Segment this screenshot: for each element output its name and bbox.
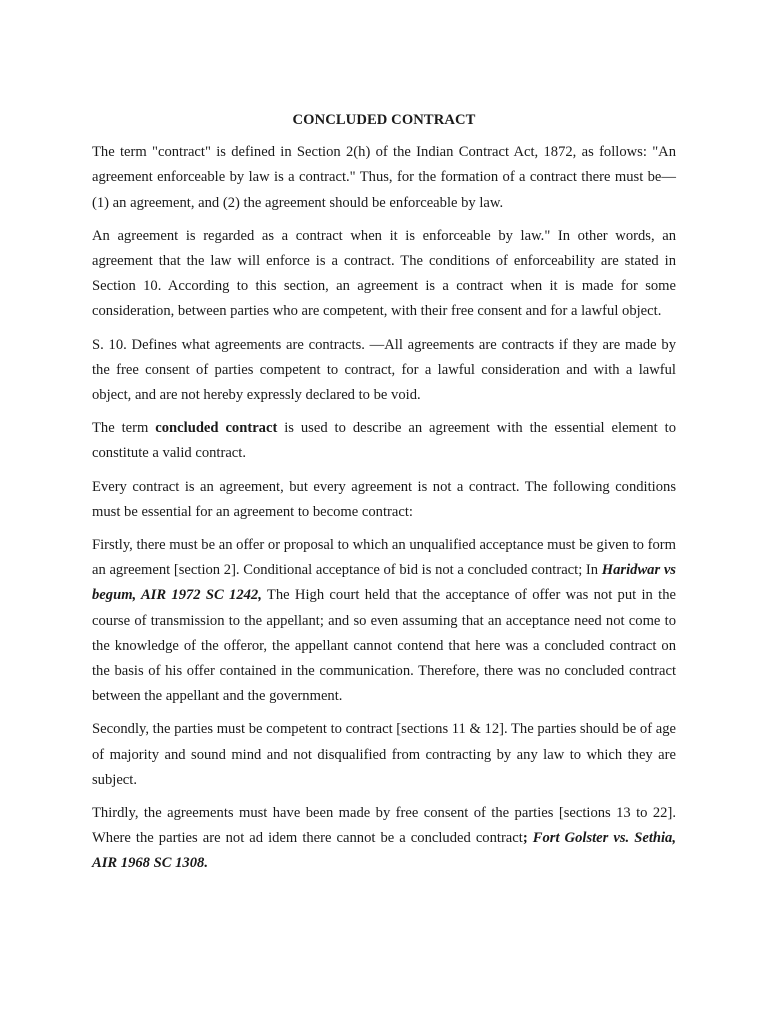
paragraph-enforceability: An agreement is regarded as a contract when it is enforceable by law." In other words, an agreement that the law will enforce is a contract. The conditions of enforceability are stated in Section 10. According to this section, an agreement is a contract when it is made for some consideration, between parties who are competent, with their free consent and for a lawful object. (92, 227, 676, 320)
paragraph-agreement-vs-contract: Every contract is an agreement, but every agreement is not a contract. The following conditions must be essential for an agreement to become contract: (92, 478, 676, 520)
p4-text-before: The term (92, 420, 156, 437)
document-page (92, 108, 676, 885)
paragraph-contract-definition: The term "contract" is defined in Section 2(h) of the Indian Contract Act, 1872, as follows: "An agreement enforceable by law is a contract." Thus, for the formation of a contract there must be— (1) an agreement, and (2) the agreement should be enforceable by law. (92, 144, 676, 211)
p4-text-after: is used to describe an agreement with the essential element to constitute a valid contract. (92, 420, 676, 462)
p6-text-before: Firstly, there must be an offer or proposal to which an unqualified acceptance must be given to form an agreement [section 2]. Conditional acceptance of bid is not a concluded contract; In (92, 537, 676, 579)
paragraph-concluded-contract-term (92, 416, 676, 466)
p8-text-before: Thirdly, the agreements must have been made by free consent of the parties [sections 13 to 22]. Where the parties are not ad idem there cannot be a concluded contract (92, 805, 676, 847)
p4-bold-term: concluded contract (155, 420, 278, 437)
paragraph-secondly-competence: Secondly, the parties must be competent to contract [sections 11 & 12]. The parties should be of age of majority and sound mind and not disqualified from contracting by any law to which they are subject. (92, 721, 676, 788)
document-title: CONCLUDED CONTRACT (292, 112, 476, 128)
paragraph-firstly-offer (92, 533, 676, 709)
p6-case-citation: Haridwar vs begum, AIR 1972 SC 1242, (92, 562, 676, 604)
p6-text-after: The High court held that the acceptance of offer was not put in the course of transmission to the appellant; and so even assuming that an acceptance need not come to the knowledge of the offeror, the appellant cannot contend that here was a concluded contract on the basis of his offer contained in the communication. Therefore, there was no concluded contract between the appellant and the government. (92, 587, 676, 705)
paragraph-section-10: S. 10. Defines what agreements are contracts. —All agreements are contracts if they are made by the free consent of parties competent to contract, for a lawful consideration and with a lawful object, and are not hereby expressly declared to be void. (92, 336, 676, 404)
p8-case-citation: Fort Golster vs. Sethia, AIR 1968 SC 1308. (92, 830, 676, 872)
p8-semicolon: ; (522, 830, 528, 847)
paragraph-thirdly-consent (92, 801, 676, 877)
